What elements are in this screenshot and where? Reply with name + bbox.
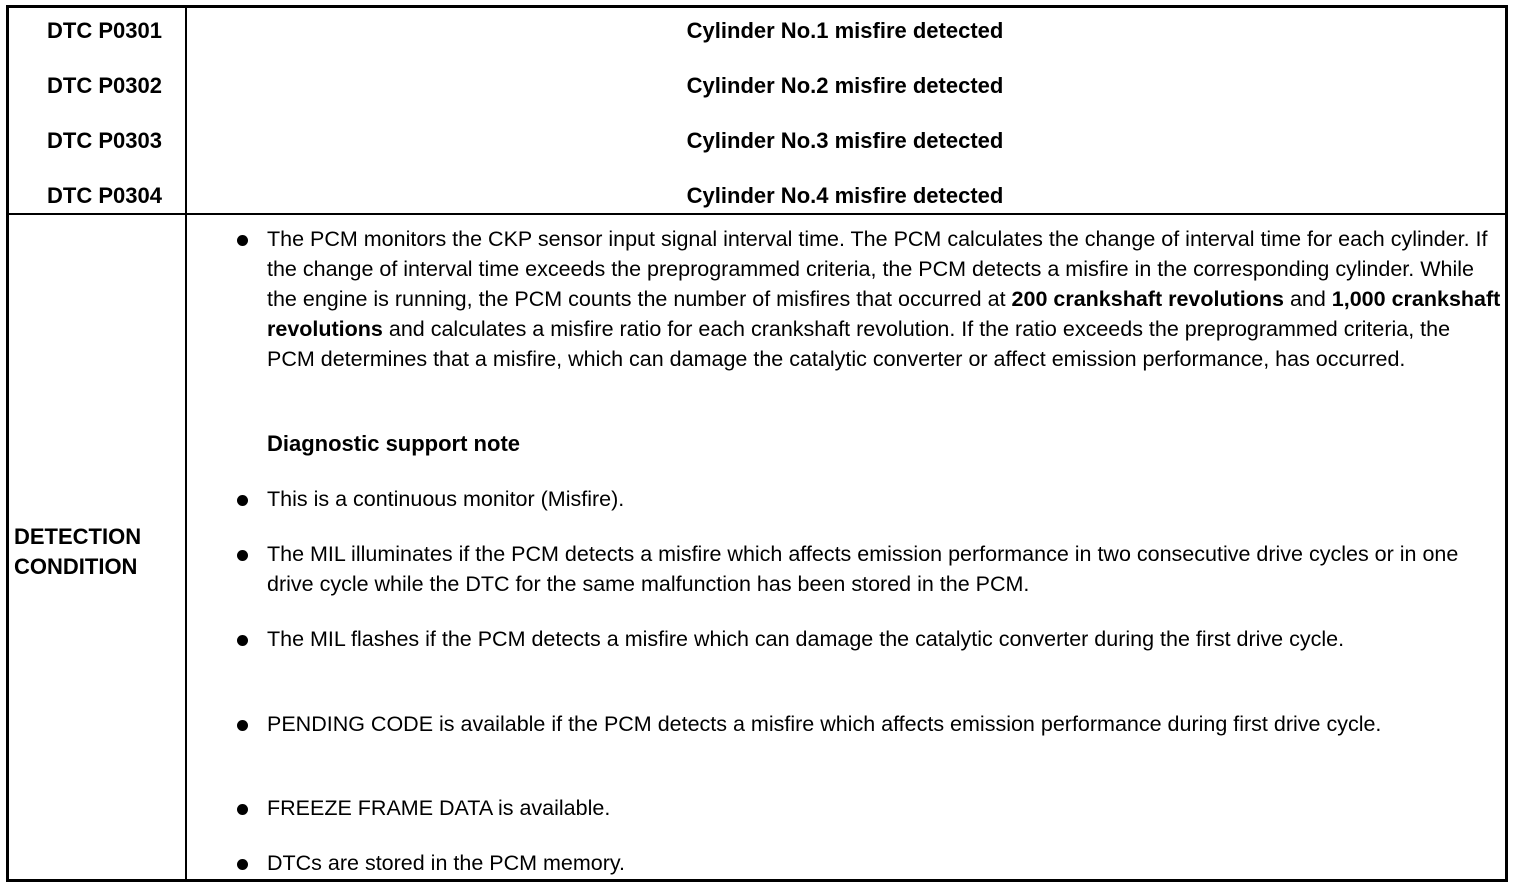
dtc-description: Cylinder No.3 misfire detected (686, 128, 1004, 153)
support-note: The MIL flashes if the PCM detects a misfire which can damage the catalytic converter during the first drive cycle. (267, 627, 1345, 651)
bullet-icon (237, 635, 248, 646)
detection-condition-label: DETECTION CONDITION (14, 524, 142, 579)
dtc-table (6, 5, 1508, 882)
dtc-code: DTC P0303 (47, 128, 162, 153)
emphasis-text: 200 crankshaft revolutions (1011, 287, 1284, 311)
detection-description: The PCM monitors the CKP sensor input signal interval time. The PCM calculates the change of interval time for each cylinder. If the change of interval time exceeds the preprogrammed criteria, the PCM detects a misfire in the corresponding cylinder. While the engine is running, the PCM counts the number of misfires that occurred at 200 crankshaft revolutions and 1,000 crankshaft revolutions and calculates a misfire ratio for each crankshaft revolution. If the ratio exceeds the preprogrammed criteria, the PCM determines that a misfire, which can damage the catalytic converter or affect emission performance, has occurred. (267, 227, 1501, 371)
support-note: PENDING CODE is available if the PCM detects a misfire which affects emission performance during first drive cycle. (267, 712, 1382, 736)
support-note: This is a continuous monitor (Misfire). (267, 487, 625, 511)
dtc-code: DTC P0302 (47, 73, 162, 98)
bullet-icon (237, 235, 248, 246)
emphasis-text: 1,000 crankshaft revolutions (267, 287, 1501, 341)
bullet-icon (237, 859, 248, 870)
bullet-icon (237, 495, 248, 506)
bullet-icon (237, 720, 248, 731)
support-note: The MIL illuminates if the PCM detects a misfire which affects emission performance in two consecutive drive cycles or in one drive cycle while the DTC for the same malfunction has been stored in the PCM. (267, 542, 1459, 596)
dtc-code: DTC P0304 (47, 183, 162, 208)
support-note: FREEZE FRAME DATA is available. (267, 796, 611, 820)
support-note: DTCs are stored in the PCM memory. (267, 851, 626, 875)
dtc-description: Cylinder No.4 misfire detected (686, 183, 1004, 208)
dtc-description: Cylinder No.2 misfire detected (686, 73, 1004, 98)
bullet-icon (237, 804, 248, 815)
dtc-code: DTC P0301 (47, 18, 162, 43)
row-divider (9, 213, 1505, 215)
bullet-icon (237, 550, 248, 561)
diagnostic-support-note-title: Diagnostic support note (267, 431, 520, 456)
dtc-description: Cylinder No.1 misfire detected (686, 18, 1004, 43)
